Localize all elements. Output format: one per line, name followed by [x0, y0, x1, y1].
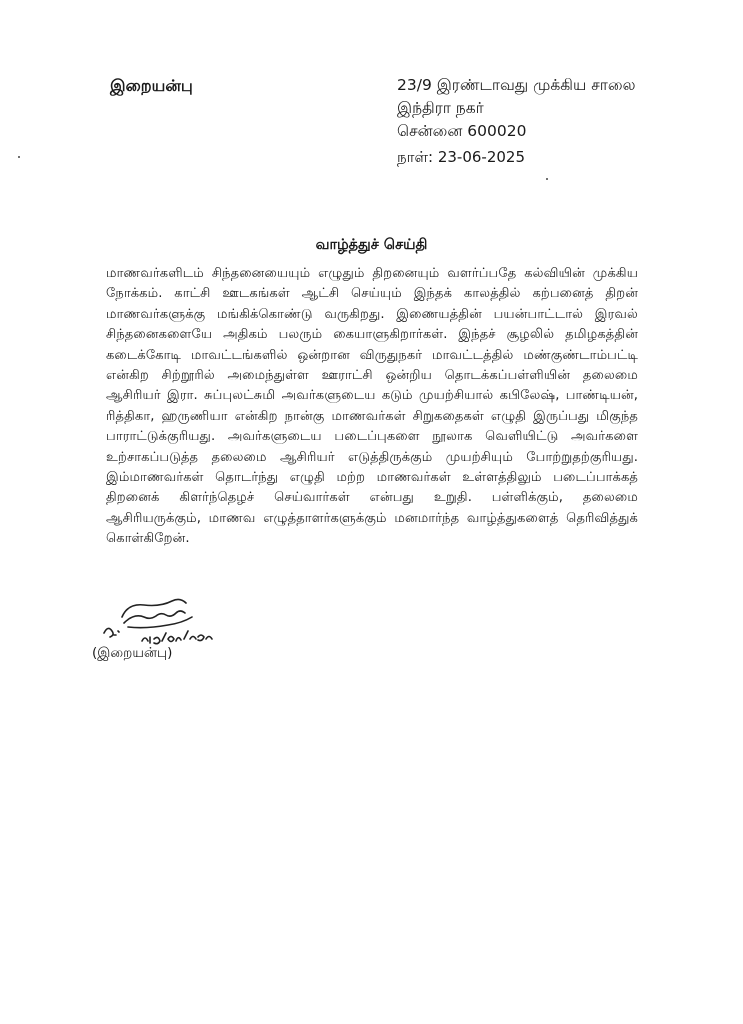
handwritten-signature [98, 583, 218, 647]
body-paragraph: மாணவர்களிடம் சிந்தனையையும் எழுதும் திறனையும் வளர்ப்பதே கல்வியின் முக்கிய நோக்கம். காட்சி ஊடகங்கள் ஆட்சி செய்யும் இந்தக் காலத்தில் கற்பனைத் திறன் மாணவர்களுக்கு மங்கிக்கொண்டு வருகிறது. இணையத்தின் பயன்பாட்டால் இரவல் சிந்தனைகளையே அதிகம் பலரும் கையாளுகிறார்கள். இந்தச் சூழலில் தமிழகத்தின் கடைக்கோடி மாவட்டங்களில் ஒன்றான விருதுநகர் மாவட்டத்தில் மண்குண்டாம்பட்டி என்கிற சிற்றூரில் அமைந்துள்ள ஊராட்சி ஒன்றிய தொடக்கப்பள்ளியின் தலைமை ஆசிரியர் இரா. சுப்புலட்சுமி அவர்களுடைய கடும் முயற்சியால் கபிலேஷ், பாண்டியன், ரித்திகா, ஹருணியா என்கிற நான்கு மாணவர்கள் சிறுகதைகள் எழுதி இருப்பது மிகுந்த பாராட்டுக்குரியது. அவர்களுடைய படைப்புகளை நூலாக வெளியிட்டு அவர்களை உற்சாகப்படுத்த தலைமை ஆசிரியர் எடுத்திருக்கும் முயற்சியும் போற்றுதற்குரியது. இம்மாணவர்கள் தொடர்ந்து எழுதி மற்ற மாணவர்கள் உள்ளத்திலும் படைப்பாக்கத் திறனைக் கிளர்ந்தெழச் செய்வார்கள் என்பது உறுதி. பள்ளிக்கும், தலைமை ஆசிரியருக்கும், மாணவ எழுத்தாளர்களுக்கும் மனமார்ந்த வாழ்த்துகளைத் தெரிவித்துக் கொள்கிறேன். [106, 266, 638, 547]
sender-name: இறையன்பு [110, 76, 193, 95]
address-line: 23/9 இரண்டாவது முக்கிய சாலை [397, 76, 636, 94]
letter-title: வாழ்த்துச் செய்தி [315, 237, 428, 253]
address-line: சென்னை 600020 [397, 122, 527, 140]
letter-date: நாள்: 23-06-2025 [397, 148, 525, 166]
address-block [397, 74, 635, 143]
paper-speck [18, 156, 20, 158]
signatory-name: (இறையன்பு) [92, 645, 173, 661]
letter-body [106, 264, 638, 550]
paper-speck [546, 178, 548, 180]
address-line: இந்திரா நகர் [397, 99, 484, 117]
